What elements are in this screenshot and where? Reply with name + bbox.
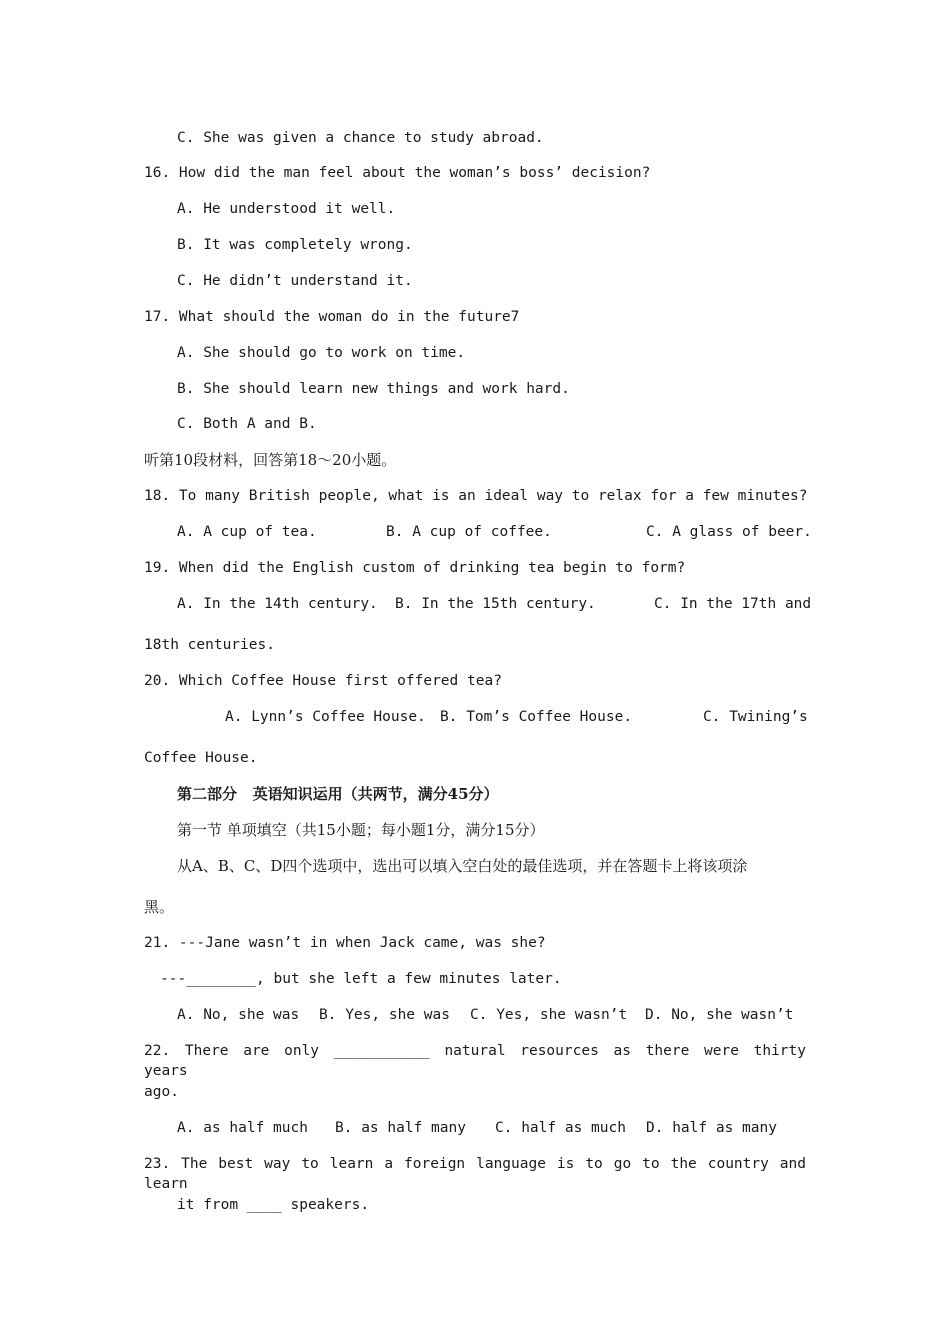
question-20: 20. Which Coffee House first offered tea? bbox=[144, 673, 502, 689]
q19-option-b: B. In the 15th century. bbox=[395, 596, 596, 612]
q20-option-c-continued: Coffee House. bbox=[144, 750, 258, 766]
q17-option-b: B. She should learn new things and work hard. bbox=[177, 381, 570, 397]
question-23: 23. The best way to learn a foreign language is to go to the country and learn bbox=[144, 1156, 806, 1192]
listening-instruction-10: 听第10段材料，回答第18～20小题。 bbox=[144, 451, 397, 469]
question-21: 21. ---Jane wasn’t in when Jack came, was she? bbox=[144, 935, 546, 951]
q20-option-c: C. Twining’s bbox=[703, 709, 808, 725]
q21-reply: ---________, but she left a few minutes later. bbox=[160, 971, 562, 987]
q22-option-a: A. as half much bbox=[177, 1120, 308, 1136]
question-22-continued: ago. bbox=[144, 1084, 179, 1100]
q21-option-b: B. Yes, she was bbox=[319, 1007, 450, 1023]
q17-option-c: C. Both A and B. bbox=[177, 416, 317, 432]
q19-option-a: A. In the 14th century. bbox=[177, 596, 378, 612]
q18-option-c: C. A glass of beer. bbox=[646, 524, 812, 540]
question-18: 18. To many British people, what is an ideal way to relax for a few minutes? bbox=[144, 488, 808, 504]
q20-option-b: B. Tom’s Coffee House. bbox=[440, 709, 633, 725]
q16-option-c: C. He didn’t understand it. bbox=[177, 273, 413, 289]
question-22: 22. There are only ___________ natural resources as there were thirty years bbox=[144, 1043, 806, 1079]
q18-option-a: A. A cup of tea. bbox=[177, 524, 317, 540]
q18-option-b: B. A cup of coffee. bbox=[386, 524, 552, 540]
q21-option-d: D. No, she wasn’t bbox=[645, 1007, 794, 1023]
q21-option-c: C. Yes, she wasn’t bbox=[470, 1007, 628, 1023]
q19-option-c: C. In the 17th and bbox=[654, 596, 812, 612]
q20-option-a: A. Lynn’s Coffee House. bbox=[225, 709, 426, 725]
question-17: 17. What should the woman do in the future7 bbox=[144, 309, 520, 325]
q22-option-d: D. half as many bbox=[646, 1120, 777, 1136]
question-23-continued: it from ____ speakers. bbox=[177, 1197, 370, 1213]
q22-option-b: B. as half many bbox=[335, 1120, 466, 1136]
q17-option-a: A. She should go to work on time. bbox=[177, 345, 466, 361]
question-19: 19. When did the English custom of drinking tea begin to form? bbox=[144, 560, 686, 576]
question-16: 16. How did the man feel about the woman’s boss’ decision? bbox=[144, 165, 651, 181]
q22-option-c: C. half as much bbox=[495, 1120, 626, 1136]
q16-option-a: A. He understood it well. bbox=[177, 201, 396, 217]
q15-option-c: C. She was given a chance to study abroad. bbox=[177, 130, 544, 146]
q21-option-a: A. No, she was bbox=[177, 1007, 300, 1023]
q19-option-c-continued: 18th centuries. bbox=[144, 637, 275, 653]
section-1-instructions-continued: 黑。 bbox=[144, 898, 175, 916]
part-2-title: 第二部分 英语知识运用（共两节，满分45分） bbox=[177, 785, 499, 803]
section-1-instructions: 从A、B、C、D四个选项中，选出可以填入空白处的最佳选项，并在答题卡上将该项涂 bbox=[177, 857, 748, 875]
q16-option-b: B. It was completely wrong. bbox=[177, 237, 413, 253]
section-1-title: 第一节 单项填空（共15小题；每小题1分，满分15分） bbox=[177, 821, 545, 839]
